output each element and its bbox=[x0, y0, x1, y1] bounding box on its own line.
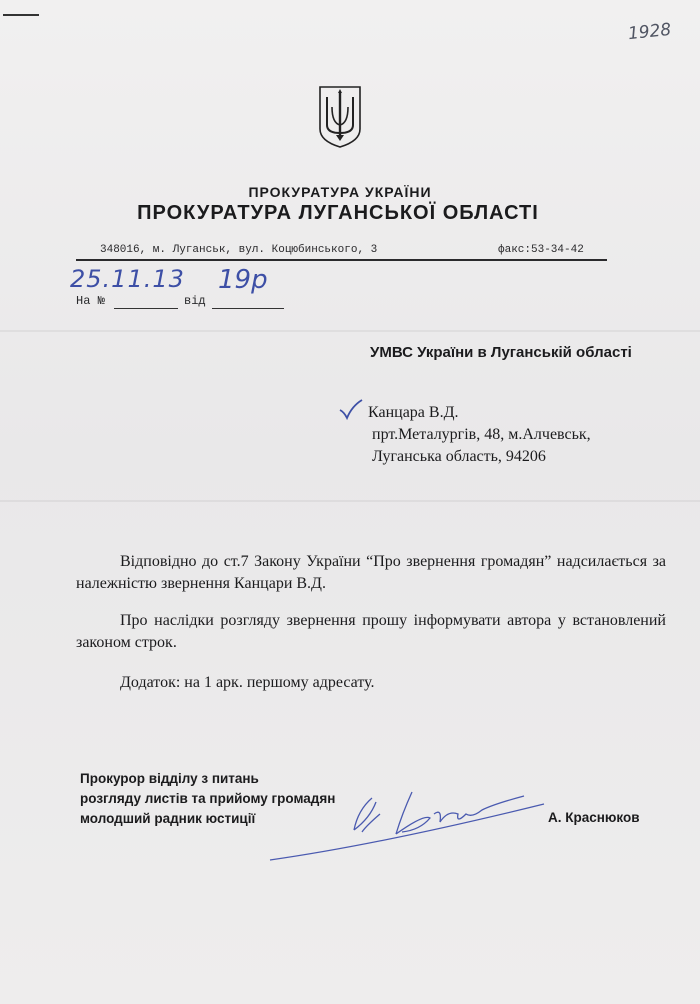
recipient-organization: УМВС України в Луганській області bbox=[370, 344, 632, 361]
header-rule bbox=[76, 259, 607, 261]
reference-date-line bbox=[212, 308, 284, 309]
office-fax: факс:53-34-42 bbox=[498, 244, 584, 256]
reference-number-line bbox=[114, 308, 178, 309]
trident-coat-of-arms-icon bbox=[318, 85, 362, 149]
handwritten-signature bbox=[262, 774, 552, 866]
checkmark-icon bbox=[338, 398, 364, 420]
office-address: 348016, м. Луганськ, вул. Коцюбинського, 3 bbox=[100, 244, 378, 256]
addressee-street: прт.Металургів, 48, м.Алчевськ, bbox=[372, 426, 591, 443]
body-paragraph: Про наслідки розгляду звернення прошу інформувати автора у встановлений законом строк. bbox=[76, 612, 666, 651]
prosecutor-office-title: ПРОКУРАТУРА УКРАЇНИ bbox=[248, 184, 432, 200]
registration-number: 1928 bbox=[627, 19, 673, 45]
attachment-note: Додаток: на 1 арк. першому адресату. bbox=[120, 674, 375, 691]
handwritten-date: 25.11.13 bbox=[70, 265, 185, 293]
corner-mark bbox=[3, 14, 39, 16]
addressee-region: Луганська область, 94206 bbox=[372, 448, 546, 465]
reference-date-label: від bbox=[184, 294, 206, 308]
body-paragraph: Відповідно до ст.7 Закону України “Про звернення громадян” надсилається за належністю звернення Канцари В.Д. bbox=[76, 553, 666, 592]
paper-fold bbox=[0, 330, 700, 332]
signatory-name: А. Краснюков bbox=[548, 810, 640, 825]
signatory-title: Прокурор відділу з питань розгляду листів та прийому громадян молодший радник юстиції bbox=[80, 771, 336, 826]
paper-fold bbox=[0, 500, 700, 502]
addressee-block bbox=[368, 402, 591, 468]
reference-number-label: На № bbox=[76, 294, 105, 308]
addressee-name: Канцара В.Д. bbox=[368, 404, 459, 421]
handwritten-year: 19р bbox=[218, 265, 268, 295]
regional-office-title: ПРОКУРАТУРА ЛУГАНСЬКОЇ ОБЛАСТІ bbox=[137, 202, 539, 224]
